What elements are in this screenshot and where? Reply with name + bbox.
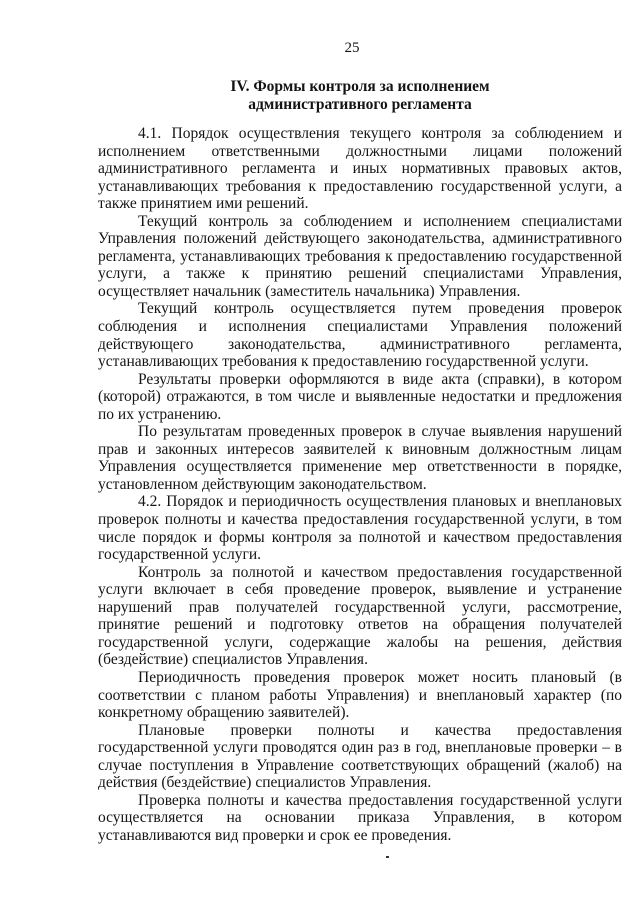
section-title-line-2: административного регламента [248,96,472,113]
paragraph: По результатам проведенных проверок в случае выявления нарушений прав и законных интересов заявителей к виновным должностным лицам Управления осуществляется применение мер ответственности в порядке, установленном действующим законодательством. [98,423,622,493]
body-text [98,125,622,844]
scan-speck [386,856,389,858]
paragraph: Контроль за полнотой и качеством предоставления государственной услуги включает в себя проведение проверок, выявление и устранение нарушений прав получателей государственной услуги, рассмотрение, принятие решений и подготовку ответов на обращения получателей государственной услуги, содержащие жалобы на решения, действия (бездействие) специалистов Управления. [98,563,622,669]
section-title [98,78,622,114]
paragraph: Текущий контроль за соблюдением и исполнением специалистами Управления положений действующего законодательства, административного регламента, устанавливающих требования к предоставлению государственной услуги, а также к принятию решений специалистами Управления, осуществляет начальник (заместитель начальника) Управления. [98,212,622,300]
paragraph: Периодичность проведения проверок может носить плановый (в соответствии с планом работы Управления) и внеплановый характер (по конкретному обращению заявителей). [98,668,622,722]
paragraph: Плановые проверки полноты и качества предоставления государственной услуги проводятся один раз в год, внеплановые проверки – в случае поступления в Управление соответствующих обращений (жалоб) на действия (бездействие) специалистов Управления. [98,721,622,792]
paragraph: 4.2. Порядок и периодичность осуществления плановых и внеплановых проверок полноты и качества предоставления государственной услуги, в том числе порядок и формы контроля за полнотой и качеством предоставления государственной услуги. [98,493,622,564]
paragraph: Текущий контроль осуществляется путем проведения проверок соблюдения и исполнения специалистами Управления положений действующего законодательства, административного регламента, устанавливающих требования к предоставлению государственной услуги. [98,300,622,371]
paragraph: Результаты проверки оформляются в виде акта (справки), в котором (которой) отражаются, в том числе и выявленные недостатки и предложения по их устранению. [98,370,622,423]
section-title-line-1: IV. Формы контроля за исполнением [230,78,490,95]
page-number: 25 [344,40,360,56]
paragraph: 4.1. Порядок осуществления текущего контроля за соблюдением и исполнением ответственными должностными лицами положений административного регламента и иных нормативных правовых актов, устанавливающих требования к предоставлению государственной услуги, а также принятием ими решений. [98,125,622,213]
paragraph: Проверка полноты и качества предоставления государственной услуги осуществляется на основании приказа Управления, в котором устанавливаются вид проверки и срок ее проведения. [98,791,622,844]
